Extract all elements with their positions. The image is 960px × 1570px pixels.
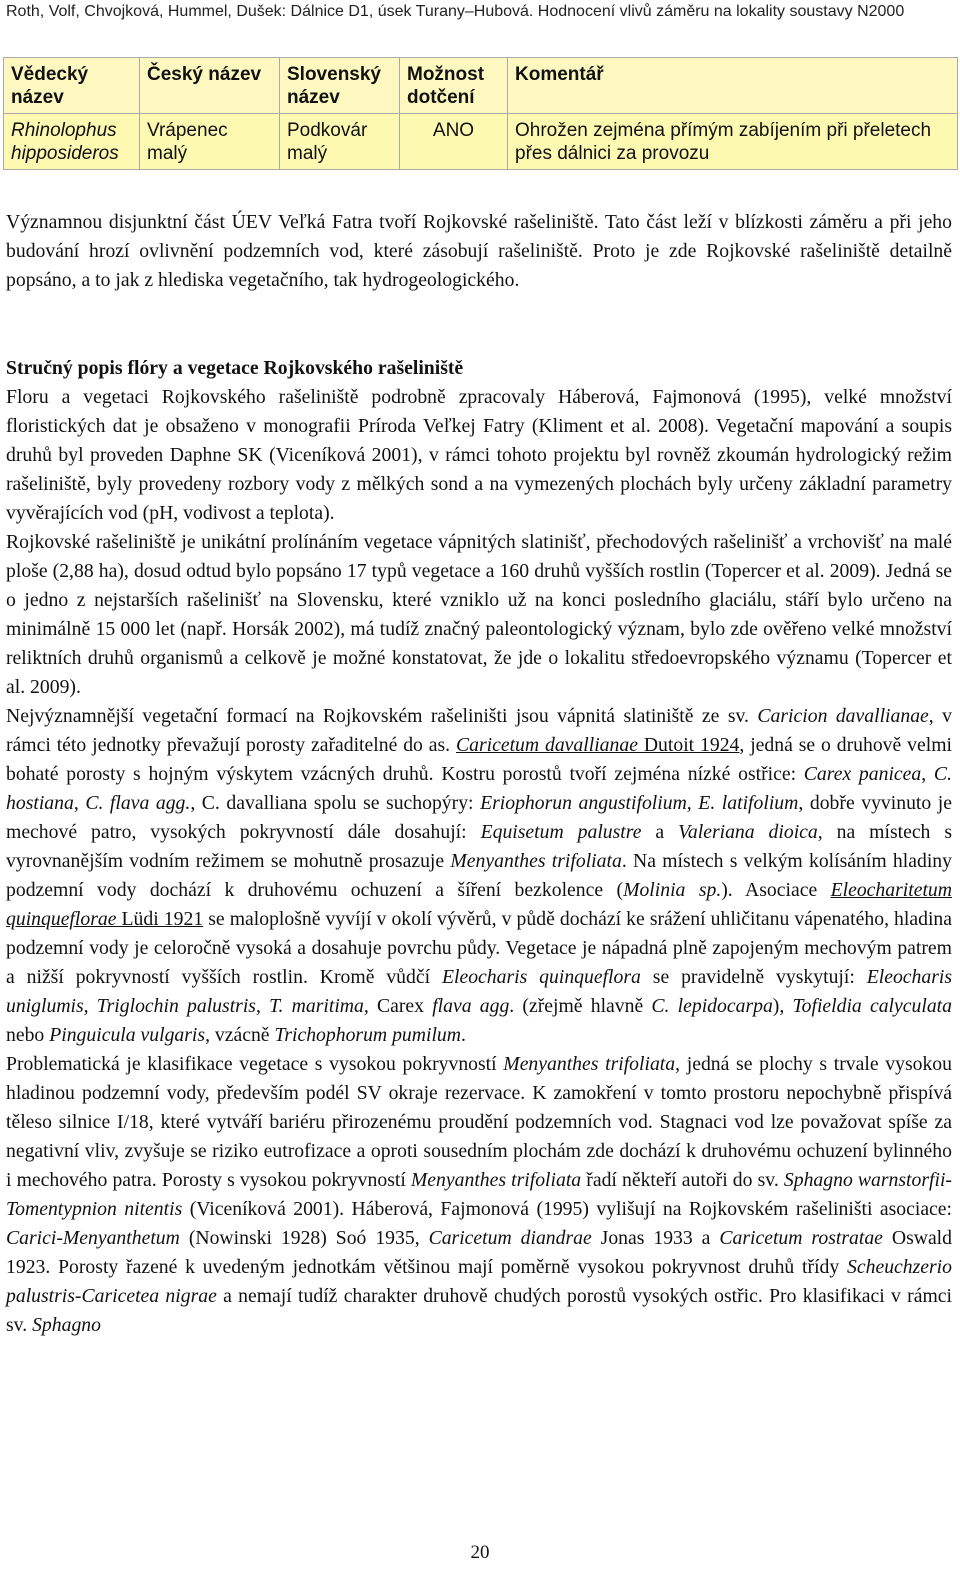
text-run: . Na místech s velkým kolísáním hladiny podzemní vody dochází k druhovému ochuzení a šíření bezkolence ( <box>6 850 952 901</box>
text-run: Sphagno warnstorfii-Tomentypnion nitentis <box>6 1169 952 1220</box>
text-run: Caricetum rostratae <box>719 1227 883 1249</box>
table-row <box>4 114 958 170</box>
text-run: Pinguicula vulgaris <box>49 1024 206 1046</box>
text-run: Eleocharitetum quinqueflorae <box>6 879 952 930</box>
text-run: a nemají tudíž charakter druhově chudých porostů vysokých ostřic. Pro klasifikaci v rámci sv. <box>6 1285 952 1336</box>
text-run: Caricetum diandrae <box>428 1227 592 1249</box>
text-run: a <box>641 821 679 843</box>
text-run: se pravidelně vyskytují: <box>640 966 867 988</box>
paragraph-classification <box>6 1050 952 1340</box>
text-run: Carex <box>368 995 433 1017</box>
cell-scientific-name: Rhinolophus hipposideros <box>4 114 140 170</box>
text-run: Nejvýznamnější vegetační formací na Rojkovském rašeliništi jsou vápnitá slatiniště ze sv. <box>6 705 758 727</box>
text-run: Problematická je klasifikace vegetace s vysokou pokryvností <box>6 1053 504 1075</box>
cell-comment: Ohrožen zejména přímým zabíjením při přeletech přes dálnici za provozu <box>508 114 958 170</box>
text-run: nebo <box>6 1024 50 1046</box>
text-run: , v rámci této jednotky převažují porosty zařaditelné do as. <box>6 705 952 756</box>
col-header-scientific-name: Vědecký název <box>4 58 140 114</box>
text-run: , vzácně <box>205 1024 275 1046</box>
table-header-row <box>4 58 958 114</box>
text-run: (Viceníková 2001). Háberová, Fajmonová (1995) vylišují na Rojkovském rašeliništi asociace: <box>182 1198 952 1220</box>
cell-slovak-name: Podkovár malý <box>280 114 400 170</box>
intro-paragraph <box>6 208 952 295</box>
text-run: Sphagno <box>32 1314 101 1336</box>
species-table <box>3 57 958 170</box>
text-run: Tofieldia calyculata <box>792 995 952 1017</box>
text-run: , <box>73 792 86 814</box>
text-run: , dobře vyvinuto je mechové patro, vysokých pokryvností dále dosahují: <box>6 792 953 843</box>
col-header-czech-name: Český název <box>140 58 280 114</box>
text-run: , jedná se plochy s trvale vysokou hladinou podzemní vody, především podél SV okraje rezervace. K zamokření v tomto prostoru nepochybně přispívá těleso silnice I/18, které vytváří bariéru přirozenému proudění podzemních vod. Stagnaci vod lze považovat spíše za negativní vliv, zvyšuje se riziko eutrofizace a oproti sousedním plochám zde dochází k druhovému ochuzení bylinného i mechového patra. Porosty s vysokou pokryvností <box>6 1053 952 1191</box>
text-run: Molinia sp. <box>623 879 722 901</box>
text-run: Caricion davallianae <box>757 705 929 727</box>
running-header: Roth, Volf, Chvojková, Hummel, Dušek: Dálnice D1, úsek Turany–Hubová. Hodnocení vlivů záměru na lokality soustavy N2000 <box>6 3 905 20</box>
text-run: Carici-Menyanthetum <box>6 1227 180 1249</box>
text-run: Caricetum davallianae <box>455 734 638 756</box>
text-run: ). Asociace <box>721 879 831 901</box>
intro-text: Významnou disjunktní část ÚEV Veľká Fatra tvoří Rojkovské rašeliniště. Tato část leží v blízkosti záměru a při jeho budování hrozí ovlivnění podzemních vod, které zásobují rašeliniště. Proto je zde Rojkovské rašeliniště detailně popsáno, a to jak z hlediska vegetačního, tak hydrogeologického. <box>6 211 952 291</box>
text-run: , na místech s vyrovnanějším vodním režimem se mohutně prosazuje <box>6 821 952 872</box>
text-run: flava agg <box>432 995 510 1017</box>
paragraph-calcareous-fens <box>6 702 952 1050</box>
text-run: Carex panicea <box>803 763 922 785</box>
text-run: Menyanthes trifoliata <box>450 850 622 872</box>
text-run: Eleocharis quinqueflora <box>441 966 641 988</box>
text-run: Lüdi 1921 <box>116 908 204 930</box>
col-header-slovak-name: Slovenský název <box>280 58 400 114</box>
cell-czech-name: Vrápenec malý <box>140 114 280 170</box>
text-run: , <box>921 763 934 785</box>
paragraph-uniqueness: Rojkovské rašeliniště je unikátní prolínáním vegetace vápnitých slatinišť, přechodových rašelinišť a vrchovišť na malé ploše (2,88 ha), dosud odtud bylo popsáno 17 typů vegetace a 160 druhů vyšších rostlin (Topercer et al. 2009). Jedná se o jedno z nejstarších rašelinišť na Slovensku, které vzniklo už na konci posledního glaciálu, stáří bylo určeno na minimálně 15 000 let (např. Horsák 2002), má tudíž značný paleontologický význam, bylo zde ověřeno velké množství reliktních druhů organismů a celkově je možné konstatovat, že jde o lokalitu středoevropského významu (Topercer et al. 2009). <box>6 531 952 698</box>
text-run: Eriophorun angustifolium, E. latifolium <box>480 792 799 814</box>
text-run: Eleocharis uniglumis, Triglochin palustris, T. maritima, <box>6 966 953 1017</box>
text-run: Menyanthes trifoliata <box>503 1053 676 1075</box>
text-run: Dutoit 1924 <box>637 734 740 756</box>
text-run: Trichophorum pumilum <box>274 1024 461 1046</box>
col-header-impact-possibility: Možnost dotčení <box>400 58 508 114</box>
text-run: (Nowinski 1928) Soó 1935, <box>179 1227 429 1249</box>
text-run: řadí někteří autoři do sv. <box>581 1169 784 1191</box>
text-run: , C. davalliana spolu se suchopýry: <box>190 792 481 814</box>
text-run: Jonas 1933 a <box>591 1227 720 1249</box>
text-run: Valeriana dioica <box>678 821 818 843</box>
cell-impact-possibility: ANO <box>400 114 508 170</box>
text-run: Equisetum palustre <box>480 821 642 843</box>
text-run: C. lepidocarpa <box>651 995 773 1017</box>
col-header-comment: Komentář <box>508 58 958 114</box>
section-heading: Stručný popis flóry a vegetace Rojkovského rašeliniště <box>6 357 464 379</box>
text-run: se maloplošně vyvíjí v okolí vývěrů, v půdě dochází ke srážení uhličitanu vápenatého, hladina podzemní vody je celoročně vysoká a dosahuje povrchu půdy. Vegetace je nápadná plně zapojeným mechovým patrem a nižší pokryvností vyšších rostlin. Kromě vůdčí <box>6 908 952 988</box>
text-run: C. hostiana <box>6 763 952 814</box>
page-number: 20 <box>470 1542 490 1563</box>
text-run: ), <box>772 995 793 1017</box>
paragraph-flora-sources: Floru a vegetaci Rojkovského rašeliniště podrobně zpracovaly Háberová, Fajmonová (1995), velké množství floristických dat je obsaženo v monografii Príroda Veľkej Fatry (Kliment et al. 2008). Vegetační mapování a soupis druhů byl proveden Daphne SK (Viceníková 2001), v rámci tohoto projektu byl rovněž zkoumán hydrologický režim rašeliniště, byly provedeny rozbory vody z mělkých sond a na vymezených plochách byly určeny základní parametry vyvěrajících vod (pH, vodivost a teplota). <box>6 386 952 524</box>
text-run: C. flava agg. <box>85 792 191 814</box>
text-run: Menyanthes trifoliata <box>410 1169 582 1191</box>
section-body <box>6 354 952 1340</box>
text-run: Scheuchzerio palustris-Caricetea nigrae <box>6 1256 952 1307</box>
text-run: , jedná se o druhově velmi bohaté porosty s hojným výskytem vzácných druhů. Kostru porostů tvoří zejména nízké ostřice: <box>6 734 952 785</box>
text-run: Oswald 1923. Porosty řazené k uvedeným jednotkám většinou mají poměrně vysokou pokryvnost druhů třídy <box>6 1227 952 1278</box>
text-run: . (zřejmě hlavně <box>509 995 652 1017</box>
text-run: . <box>460 1024 466 1046</box>
